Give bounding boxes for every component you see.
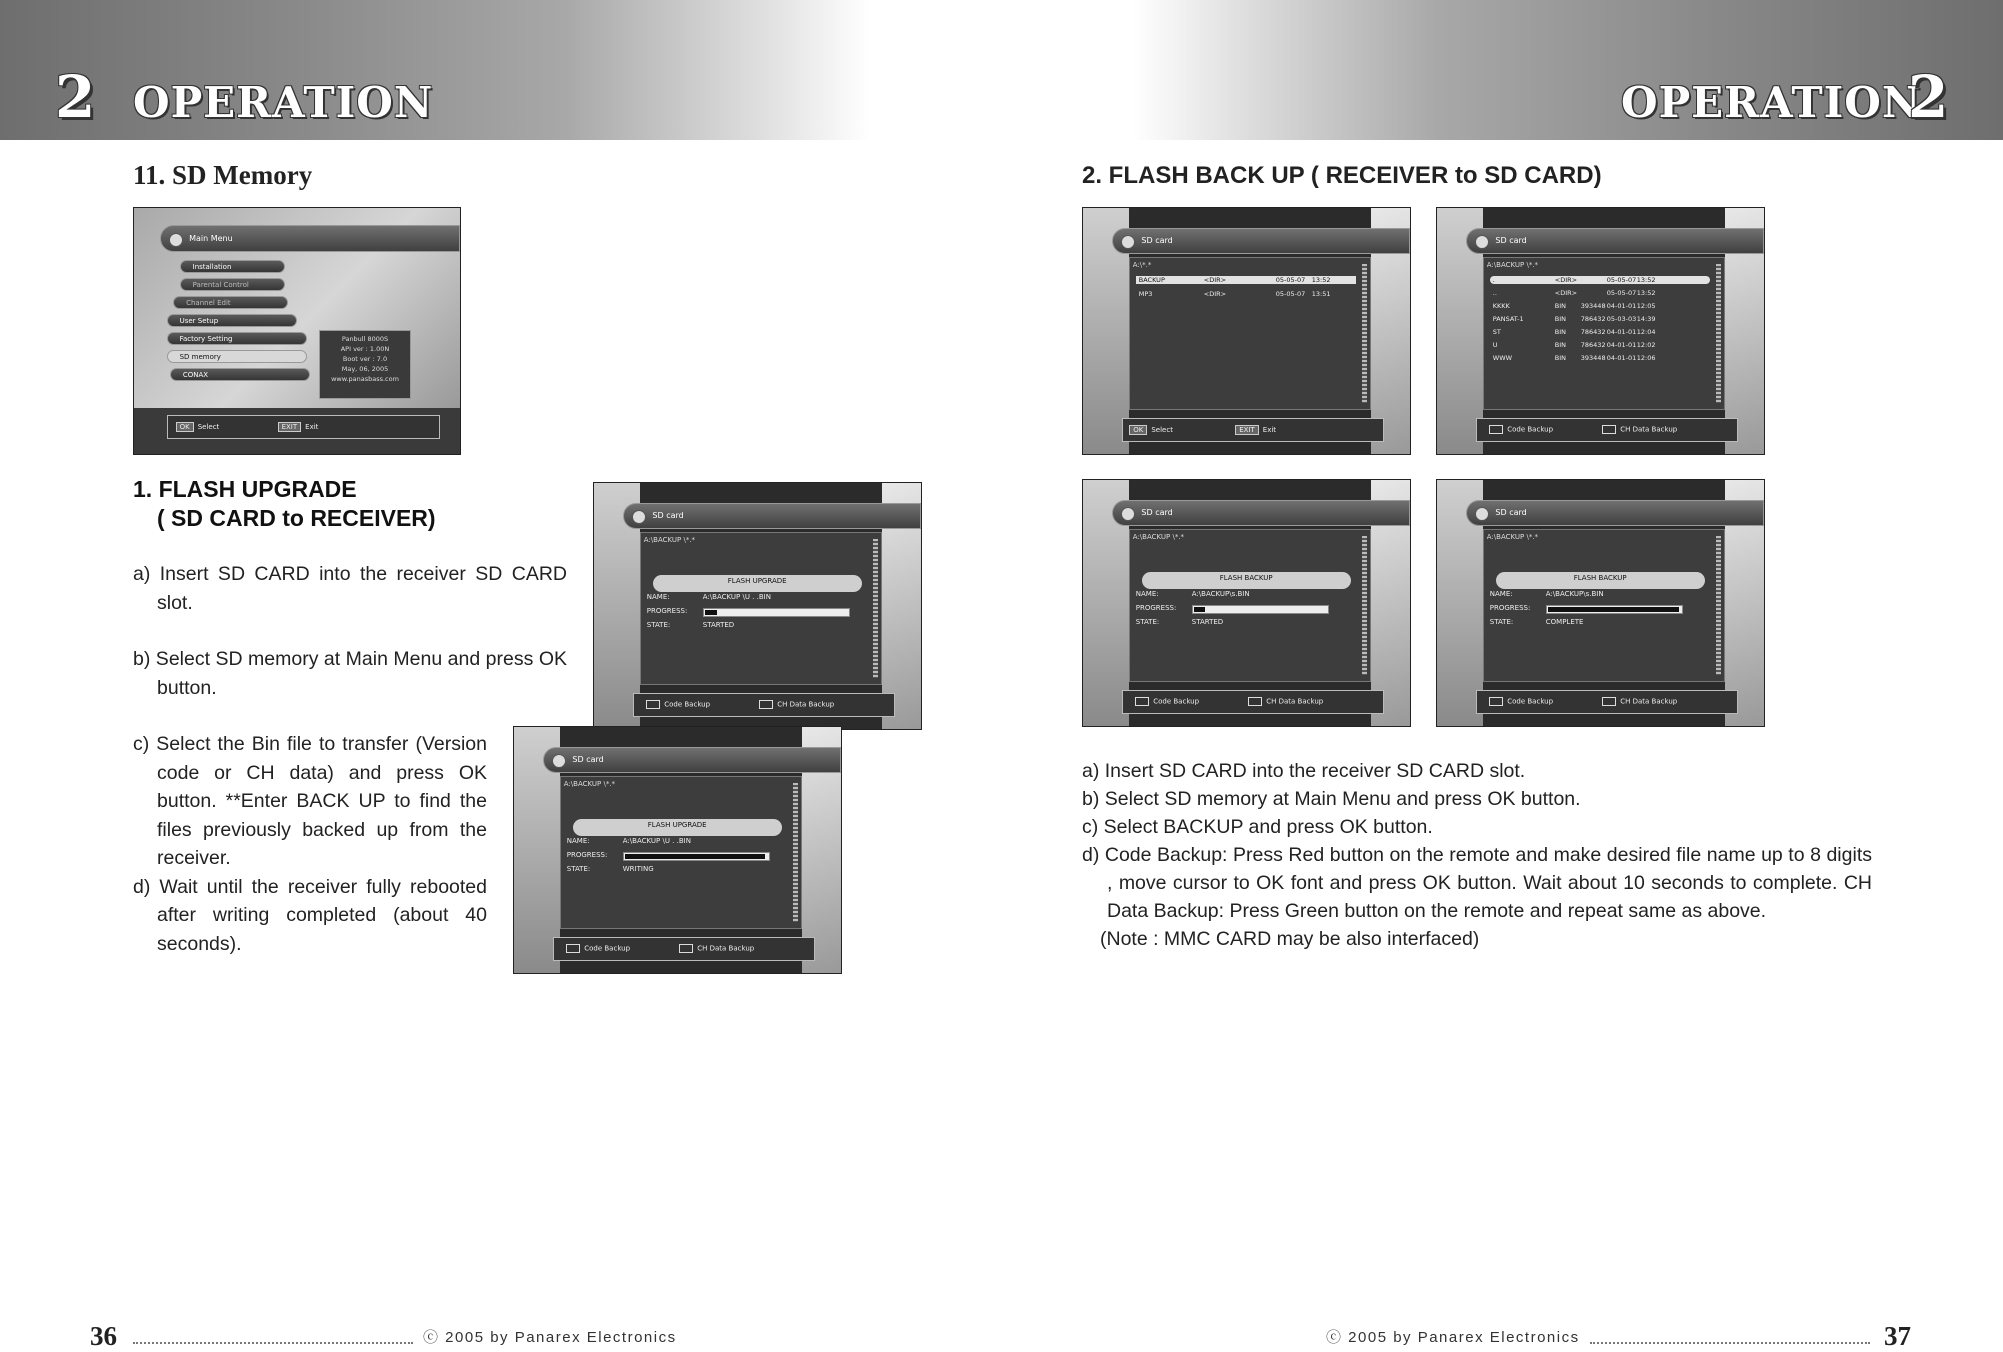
menu-bullet-icon <box>632 510 646 524</box>
progress-fill <box>705 610 718 615</box>
ok-key-icon: OK <box>176 422 194 432</box>
subsection-title-line2: ( SD CARD to RECEIVER) <box>157 505 436 531</box>
info-line: Panbull 8000S <box>341 335 389 343</box>
left-chapter-title: OPERATION <box>133 78 434 127</box>
screen-title-bar <box>1466 228 1764 255</box>
progress-label: PROGRESS: <box>566 851 608 860</box>
code-backup-label: Code Backup <box>584 944 631 953</box>
flash-banner: FLASH BACKUP <box>1496 572 1705 589</box>
progress-fill <box>625 854 765 859</box>
state-label: STATE: <box>1135 618 1160 627</box>
state-label: STATE: <box>566 865 591 874</box>
menu-item-sd-memory[interactable]: SD memory <box>167 350 307 363</box>
code-backup-label: Code Backup <box>1507 425 1554 434</box>
screen-title: SD card <box>1495 235 1527 245</box>
file-row[interactable]: .. <DIR> 05-05-0713:52 <box>1492 289 1656 298</box>
screen-key-bar <box>553 937 815 961</box>
progress-label: PROGRESS: <box>1489 604 1531 613</box>
menu-bullet-icon <box>1121 507 1135 521</box>
menu-bullet-icon <box>1475 507 1489 521</box>
green-key-icon <box>1602 425 1616 434</box>
screen-key-bar <box>1122 690 1384 714</box>
select-label: Select <box>197 423 220 432</box>
subsection-title <box>133 475 436 533</box>
step-a: a) Insert SD CARD into the receiver SD CARD slot. <box>1082 760 1526 782</box>
left-steps-cd <box>133 730 487 958</box>
exit-label: Exit <box>1262 425 1277 434</box>
flash-banner: FLASH UPGRADE <box>653 575 862 592</box>
green-key-icon <box>1248 697 1262 706</box>
step-c: c) Select BACKUP and press OK button. <box>1082 816 1433 838</box>
note: (Note : MMC CARD may be also interfaced) <box>1100 928 1480 950</box>
step-c: c) Select the Bin file to transfer (Version code or CH data) and press OK button. **Enter BACK UP to find the files previously backed up from the receiver. <box>133 733 487 869</box>
step-b: b) Select SD memory at Main Menu and press OK button. <box>1082 788 1581 810</box>
menu-item-channel-edit[interactable]: Channel Edit <box>173 296 288 309</box>
flash-upgrade-writing-screenshot <box>513 726 842 974</box>
left-chapter-number: 2 <box>55 63 96 131</box>
menu-item-conax[interactable]: CONAX <box>170 368 310 381</box>
name-value: A:\BACKUP\s.BIN <box>1545 590 1604 599</box>
screen-key-bar <box>1476 418 1738 442</box>
file-path: A:\BACKUP \*.* <box>643 536 696 545</box>
right-chapter-number: 2 <box>1908 63 1949 131</box>
menu-item-factory-setting[interactable]: Factory Setting <box>167 332 307 345</box>
scrollbar[interactable] <box>1716 264 1721 403</box>
red-key-icon <box>1489 697 1503 706</box>
step-b: b) Select SD memory at Main Menu and press OK button. <box>133 648 567 699</box>
menu-item-user-setup[interactable]: User Setup <box>167 314 297 327</box>
progress-bar <box>703 608 850 617</box>
left-footer-copyright: ⓒ 2005 by Panarex Electronics <box>423 1329 677 1346</box>
file-row[interactable]: U BIN 78643204-01-0112:02 <box>1492 341 1656 350</box>
state-value: STARTED <box>702 621 735 630</box>
scrollbar[interactable] <box>873 539 878 678</box>
main-menu-screenshot <box>133 207 461 455</box>
info-line: API ver : 1.00N <box>340 345 390 353</box>
ch-data-backup-label: CH Data Backup <box>1266 697 1324 706</box>
red-key-icon <box>1489 425 1503 434</box>
file-row[interactable]: KKKK BIN 39344804-01-0112:05 <box>1492 302 1656 311</box>
sd-backup-list-screenshot <box>1436 207 1765 455</box>
name-value: A:\BACKUP \U . .BIN <box>622 837 691 846</box>
name-label: NAME: <box>566 837 590 846</box>
green-key-icon <box>1602 697 1616 706</box>
flash-banner: FLASH UPGRADE <box>573 819 782 836</box>
left-header-band <box>0 0 870 140</box>
green-key-icon <box>759 700 773 709</box>
menu-bullet-icon <box>552 754 566 768</box>
file-path: A:\BACKUP \*.* <box>1486 533 1539 542</box>
info-line: May, 06, 2005 <box>341 365 389 373</box>
menu-item-installation[interactable]: Installation <box>180 260 285 273</box>
subsection-title-line1: 1. FLASH UPGRADE <box>133 476 357 502</box>
exit-key-icon: EXIT <box>278 422 302 432</box>
progress-bar <box>1192 605 1329 614</box>
sd-root-screenshot <box>1082 207 1411 455</box>
right-footer-dotted-line <box>1590 1342 1870 1344</box>
step-d: d) Wait until the receiver fully rebooted after writing completed (about 40 seconds). <box>133 875 487 955</box>
file-list-panel <box>1483 257 1725 410</box>
screen-title-bar <box>160 225 460 252</box>
left-steps-ab <box>133 560 567 702</box>
flash-upgrade-started-screenshot <box>593 482 922 730</box>
version-info-box <box>319 330 411 399</box>
file-row[interactable]: MP3 <DIR> 05-05-07 13:51 <box>1138 290 1331 299</box>
screen-panel <box>1129 529 1371 682</box>
menu-bullet-icon <box>1121 235 1135 249</box>
ch-data-backup-label: CH Data Backup <box>777 700 835 709</box>
red-key-icon <box>1135 697 1149 706</box>
scrollbar[interactable] <box>1362 536 1367 675</box>
screen-title: SD card <box>572 754 604 764</box>
code-backup-label: Code Backup <box>1507 697 1554 706</box>
right-footer-copyright: ⓒ 2005 by Panarex Electronics <box>1326 1329 1580 1346</box>
name-value: A:\BACKUP \U . .BIN <box>702 593 771 602</box>
right-section-title: 2. FLASH BACK UP ( RECEIVER to SD CARD) <box>1082 162 1602 189</box>
exit-label: Exit <box>305 423 319 432</box>
menu-bullet-icon <box>169 233 183 247</box>
ch-data-backup-label: CH Data Backup <box>697 944 755 953</box>
info-line: www.panasbass.com <box>331 375 399 383</box>
scrollbar[interactable] <box>1716 536 1721 675</box>
screen-title: SD card <box>1141 507 1173 517</box>
file-row[interactable]: WWW BIN 39344804-01-0112:06 <box>1492 354 1656 363</box>
right-page-number: 37 <box>1884 1321 1911 1351</box>
info-line: Boot ver : 7.0 <box>342 355 388 363</box>
screen-title: Main Menu <box>189 233 233 243</box>
screen-key-bar <box>633 693 895 717</box>
screen-title-bar <box>543 747 841 774</box>
flash-banner: FLASH BACKUP <box>1142 572 1351 589</box>
green-key-icon <box>679 944 693 953</box>
screen-panel <box>640 532 882 685</box>
right-steps <box>1082 757 1872 953</box>
screen-title-bar <box>623 503 921 530</box>
file-row[interactable]: PANSAT-1 BIN 78643205-03-0314:39 <box>1492 315 1656 324</box>
file-path: A:\*.* <box>1132 261 1152 270</box>
screen-title: SD card <box>652 510 684 520</box>
progress-fill <box>1194 607 1206 612</box>
code-backup-label: Code Backup <box>1153 697 1200 706</box>
file-row[interactable]: BACKUP <DIR> 05-05-07 13:52 <box>1136 276 1356 284</box>
ok-key-icon: OK <box>1129 425 1147 435</box>
progress-bar <box>1546 605 1683 614</box>
left-section-title: 11. SD Memory <box>133 160 313 190</box>
state-value: COMPLETE <box>1545 618 1584 627</box>
screen-key-bar <box>167 415 441 439</box>
red-key-icon <box>566 944 580 953</box>
file-path: A:\BACKUP \*.* <box>1132 533 1185 542</box>
file-path: A:\BACKUP \*.* <box>1486 261 1539 270</box>
exit-key-icon: EXIT <box>1235 425 1259 435</box>
state-label: STATE: <box>1489 618 1514 627</box>
file-row[interactable]: ST BIN 78643204-01-0112:04 <box>1492 328 1656 337</box>
ch-data-backup-label: CH Data Backup <box>1620 425 1678 434</box>
select-label: Select <box>1151 425 1173 434</box>
screen-panel <box>1483 529 1725 682</box>
right-chapter-title: OPERATION <box>1621 78 1922 127</box>
name-value: A:\BACKUP\s.BIN <box>1191 590 1250 599</box>
file-list-panel <box>1129 257 1371 410</box>
left-footer-dotted-line <box>133 1342 413 1344</box>
red-key-icon <box>646 700 660 709</box>
ch-data-backup-label: CH Data Backup <box>1620 697 1678 706</box>
screen-title: SD card <box>1141 235 1173 245</box>
screen-title-bar <box>1466 500 1764 527</box>
name-label: NAME: <box>1489 590 1513 599</box>
file-row[interactable]: . <DIR> 05-05-0713:52 <box>1490 276 1710 284</box>
flash-backup-complete-screenshot <box>1436 479 1765 727</box>
step-a: a) Insert SD CARD into the receiver SD CARD slot. <box>133 563 567 614</box>
progress-label: PROGRESS: <box>1135 604 1177 613</box>
name-label: NAME: <box>646 593 670 602</box>
progress-label: PROGRESS: <box>646 607 688 616</box>
progress-bar <box>623 852 770 861</box>
screen-title: SD card <box>1495 507 1527 517</box>
left-page-number: 36 <box>90 1321 117 1351</box>
screen-panel <box>560 776 802 929</box>
file-path: A:\BACKUP \*.* <box>563 780 616 789</box>
state-value: STARTED <box>1191 618 1224 627</box>
state-label: STATE: <box>646 621 671 630</box>
step-d: d) Code Backup: Press Red button on the remote and make desired file name up to 8 digits , move cursor to OK font and press OK button. Wait about 10 seconds to complete. CH Data Backup: Press Green button on the remote and repeat same as above. <box>1082 844 1872 922</box>
progress-fill <box>1548 607 1680 612</box>
code-backup-label: Code Backup <box>664 700 711 709</box>
menu-bullet-icon <box>1475 235 1489 249</box>
screen-title-bar <box>1112 228 1410 255</box>
screen-title-bar <box>1112 500 1410 527</box>
scrollbar[interactable] <box>793 783 798 922</box>
scrollbar[interactable] <box>1362 264 1367 403</box>
screen-key-bar <box>1476 690 1738 714</box>
screen-key-bar <box>1122 418 1384 442</box>
menu-item-parental-control[interactable]: Parental Control <box>180 278 285 291</box>
state-value: WRITING <box>622 865 654 874</box>
name-label: NAME: <box>1135 590 1159 599</box>
flash-backup-started-screenshot <box>1082 479 1411 727</box>
